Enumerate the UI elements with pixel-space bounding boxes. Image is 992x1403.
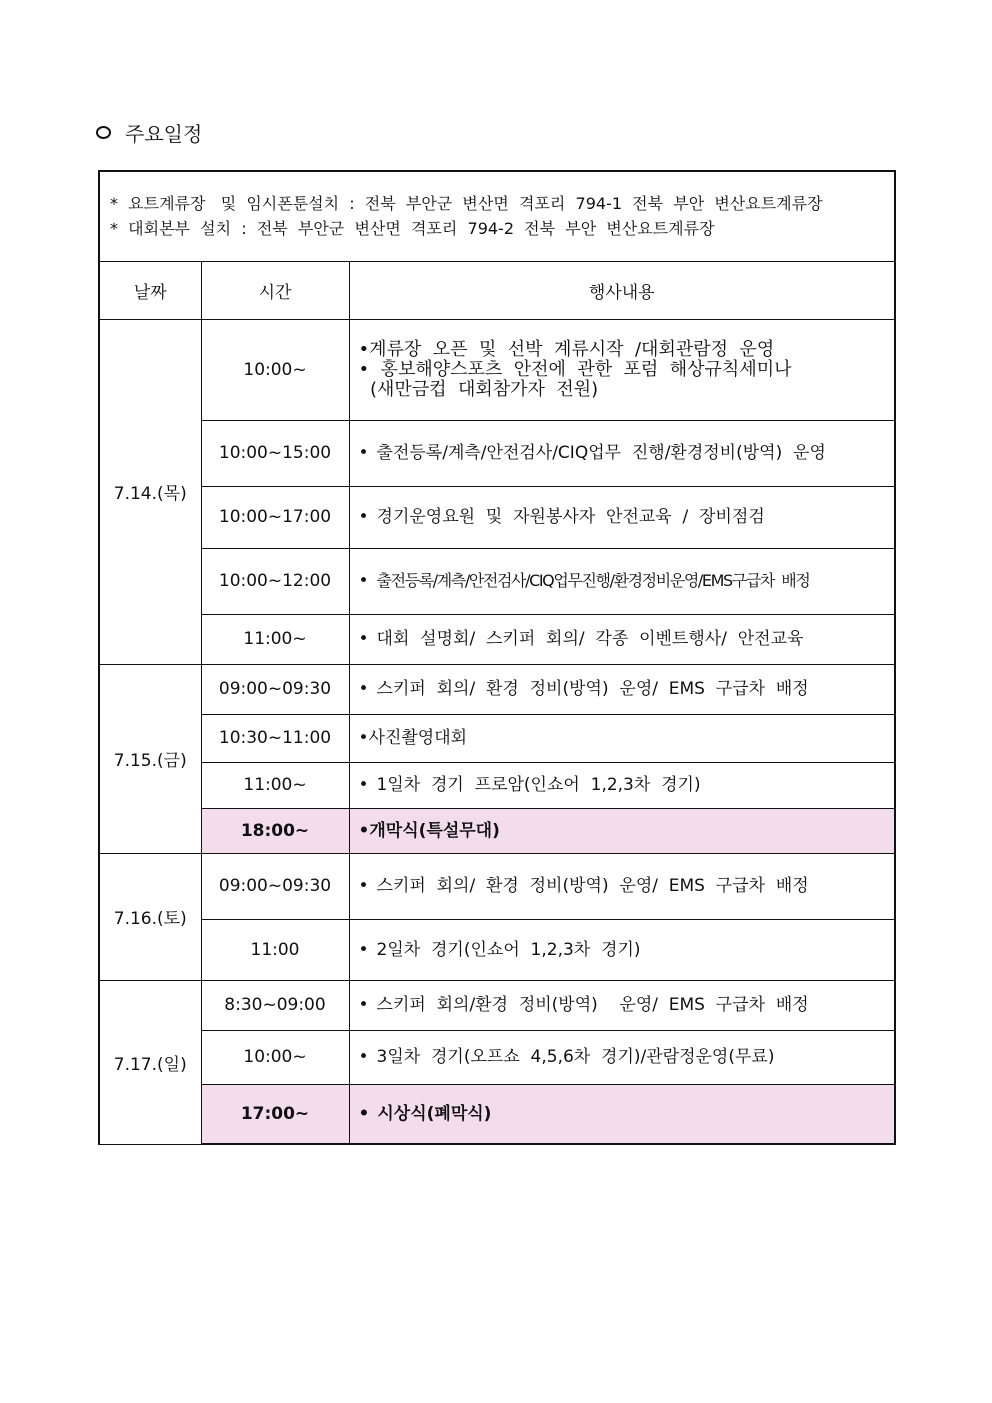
event-text: 1일차 경기 프로암(인쇼어 1,2,3차 경기)	[376, 775, 701, 795]
time-cell: 17:00~	[201, 1084, 349, 1144]
time-cell: 11:00~	[201, 614, 349, 664]
table-row	[99, 548, 895, 614]
bullet-icon: •	[358, 728, 369, 748]
table-row	[99, 664, 895, 714]
event-cell	[349, 486, 895, 548]
time-cell: 11:00~	[201, 762, 349, 808]
time-cell: 09:00~09:30	[201, 853, 349, 919]
event-text: 대회 설명회/ 스키퍼 회의/ 각종 이벤트행사/ 안전교육	[376, 629, 804, 649]
section-heading	[96, 118, 202, 146]
time-cell: 10:00~12:00	[201, 548, 349, 614]
header-date: 날짜	[99, 261, 201, 319]
bullet-icon: •	[358, 1047, 369, 1067]
event-cell	[349, 1084, 895, 1144]
bullet-icon: •	[358, 679, 369, 699]
table-row	[99, 853, 895, 919]
schedule-table	[98, 170, 896, 1145]
bullet-icon: •	[358, 820, 370, 841]
table-row	[99, 614, 895, 664]
table-row	[99, 1030, 895, 1084]
bullet-icon: •	[358, 443, 369, 463]
event-cell	[349, 420, 895, 486]
event-cell	[349, 853, 895, 919]
date-cell: 7.15.(금)	[99, 664, 201, 853]
event-text: 시상식(폐막식)	[377, 1103, 492, 1124]
event-text: 2일차 경기(인쇼어 1,2,3차 경기)	[376, 939, 641, 960]
date-cell: 7.17.(일)	[99, 980, 201, 1144]
location-notes	[99, 171, 895, 261]
time-cell: 09:00~09:30	[201, 664, 349, 714]
event-cell	[349, 548, 895, 614]
event-text: 스키퍼 회의/환경 정비(방역) 운영/ EMS 구급차 배정	[376, 995, 809, 1015]
time-cell: 10:00~	[201, 1030, 349, 1084]
time-cell: 10:00~15:00	[201, 420, 349, 486]
table-row	[99, 762, 895, 808]
table-row	[99, 319, 895, 420]
date-cell: 7.14.(목)	[99, 319, 201, 664]
date-cell: 7.16.(토)	[99, 853, 201, 980]
event-cell	[349, 1030, 895, 1084]
bullet-icon: •	[358, 939, 369, 960]
circle-marker-icon	[96, 126, 111, 139]
event-cell	[349, 808, 895, 853]
header-time: 시간	[201, 261, 349, 319]
time-cell: 10:00~	[201, 319, 349, 420]
note-line: * 요트계류장 및 임시폰툰설치 : 전북 부안군 변산면 격포리 794-1 전북 부안 변산요트계류장	[110, 194, 823, 214]
bullet-icon: •	[358, 629, 369, 649]
event-cell	[349, 980, 895, 1030]
note-line: * 대회본부 설치 : 전북 부안군 변산면 격포리 794-2 전북 부안 변산요트계류장	[110, 219, 715, 239]
event-cell	[349, 762, 895, 808]
event-text: 3일차 경기(오프쇼 4,5,6차 경기)/관람정운영(무료)	[376, 1047, 775, 1067]
event-cell	[349, 319, 895, 420]
header-event: 행사내용	[349, 261, 895, 319]
table-row	[99, 980, 895, 1030]
table-row	[99, 1084, 895, 1144]
table-row	[99, 714, 895, 762]
event-text: 개막식(특설무대)	[369, 820, 500, 841]
event-line: (새만금컵 대회참가자 전원)	[358, 378, 599, 400]
event-line: • 홍보해양스포츠 안전에 관한 포럼 해상규칙세미나	[358, 358, 792, 380]
table-row	[99, 486, 895, 548]
event-line: •계류장 오픈 및 선박 계류시작 /대회관람정 운영	[358, 338, 775, 360]
event-text: 경기운영요원 및 자원봉사자 안전교육 / 장비점검	[376, 507, 765, 527]
section-title: 주요일정	[125, 121, 203, 146]
bullet-icon: •	[358, 1103, 370, 1124]
event-text: 사진촬영대회	[368, 728, 468, 748]
time-cell: 8:30~09:00	[201, 980, 349, 1030]
event-text: 출전등록/계측/안전검사/CIQ업무 진행/환경정비(방역) 운영	[376, 443, 826, 463]
header-row	[99, 261, 895, 319]
event-cell	[349, 714, 895, 762]
event-cell	[349, 919, 895, 980]
bullet-icon: •	[358, 876, 369, 896]
event-cell	[349, 614, 895, 664]
event-text: 스키퍼 회의/ 환경 정비(방역) 운영/ EMS 구급차 배정	[376, 876, 809, 896]
bullet-icon: •	[358, 995, 369, 1015]
time-cell: 18:00~	[201, 808, 349, 853]
table-row	[99, 808, 895, 853]
table-row	[99, 420, 895, 486]
bullet-icon: •	[358, 775, 369, 795]
table-row	[99, 919, 895, 980]
time-cell: 11:00	[201, 919, 349, 980]
event-text: 스키퍼 회의/ 환경 정비(방역) 운영/ EMS 구급차 배정	[376, 679, 809, 699]
event-text: 출전등록/계측/안전검사/CIQ업무진행/환경정비운영/EMS구급차 배정	[376, 571, 810, 590]
time-cell: 10:30~11:00	[201, 714, 349, 762]
time-cell: 10:00~17:00	[201, 486, 349, 548]
event-cell	[349, 664, 895, 714]
bullet-icon: •	[358, 507, 369, 527]
bullet-icon: •	[358, 571, 369, 591]
